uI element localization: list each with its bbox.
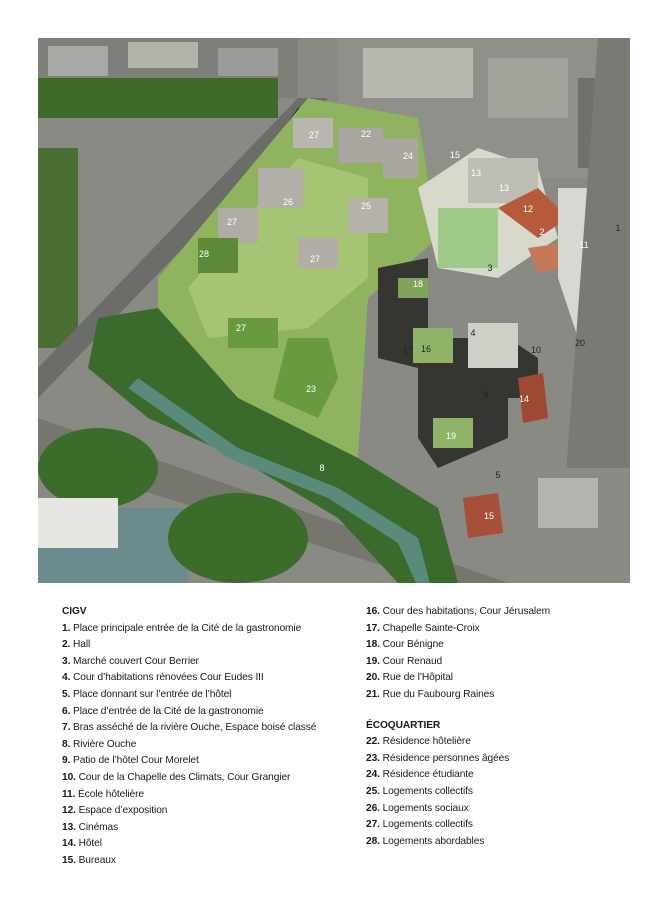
map-label-8: 8 xyxy=(319,463,325,473)
legend-item xyxy=(62,737,362,754)
legend-item xyxy=(62,654,362,671)
legend-item-text: Place donnant sur l’entrée de l’hôtel xyxy=(73,688,232,700)
legend-item-text: Marché couvert Cour Berrier xyxy=(73,655,199,667)
legend-item-text: Cour d’habitations rénovées Cour Eudes III xyxy=(73,672,264,684)
legend-item-number: 6. xyxy=(62,705,71,717)
legend-column-cigv xyxy=(62,604,362,870)
legend-item-text: Chapelle Sainte-Croix xyxy=(382,622,480,634)
legend-item xyxy=(62,687,362,704)
legend-item-number: 16. xyxy=(366,606,380,617)
map-label-18: 18 xyxy=(412,279,424,289)
legend-item xyxy=(62,704,362,721)
legend-item-number: 17. xyxy=(366,622,380,634)
aerial-site-plan xyxy=(38,38,630,583)
legend-item xyxy=(62,803,362,820)
legend-item-number: 26. xyxy=(366,802,380,814)
aerial-map-graphic xyxy=(38,38,630,583)
legend-item-text: Rue de l’Hôpital xyxy=(382,672,453,684)
legend-item-text: École hôtelière xyxy=(78,788,144,800)
legend-item xyxy=(62,820,362,837)
legend-item-text: Résidence personnes âgées xyxy=(382,752,510,764)
legend-item-text: Hôtel xyxy=(78,838,102,850)
legend-item-number: 10. xyxy=(62,771,76,783)
legend-item-number: 21. xyxy=(366,688,380,700)
legend-item xyxy=(366,654,626,671)
legend-item-number: 23. xyxy=(366,752,380,764)
map-label-19: 19 xyxy=(445,431,457,441)
legend-item-text: Place principale entrée de la Cité de la gastronomie xyxy=(73,622,302,634)
legend-item-number: 1. xyxy=(62,622,71,634)
legend-item xyxy=(62,753,362,770)
legend-item-number: 9. xyxy=(62,755,71,767)
legend-list-cigv-continued xyxy=(366,604,626,704)
map-label-22: 22 xyxy=(360,129,372,139)
legend-item-text: Résidence hôtelière xyxy=(382,736,471,748)
legend-item xyxy=(62,770,362,787)
legend-item-number: 4. xyxy=(62,672,71,684)
legend-item-text: Patio de l’hôtel Cour Morelet xyxy=(73,755,199,767)
legend-item-number: 12. xyxy=(62,805,76,817)
legend-item xyxy=(366,784,626,801)
legend-item xyxy=(62,853,362,870)
legend-item-text: Bureaux xyxy=(78,854,116,866)
legend-item-text: Bras asséché de la rivière Ouche, Espace boisé classé xyxy=(73,722,317,734)
legend-item xyxy=(366,801,626,818)
map-label-2: 2 xyxy=(539,227,545,237)
map-label-10: 10 xyxy=(530,345,542,355)
map-label-12: 12 xyxy=(522,204,534,214)
legend-item-number: 20. xyxy=(366,672,380,684)
legend-list-cigv xyxy=(62,621,362,870)
map-label-5: 5 xyxy=(495,470,501,480)
legend-item-text: Logements sociaux xyxy=(382,802,469,814)
legend-item xyxy=(62,787,362,804)
map-label-14: 14 xyxy=(518,394,530,404)
legend-item-number: 24. xyxy=(366,769,380,781)
legend-item-number: 27. xyxy=(366,819,380,831)
legend-item-text: Logements collectifs xyxy=(382,785,473,797)
legend-item xyxy=(366,670,626,687)
legend-item xyxy=(366,637,626,654)
legend-item-text: Rivière Ouche xyxy=(73,738,137,750)
legend-heading-cigv: CIGV xyxy=(62,606,87,617)
legend-item-number: 28. xyxy=(366,835,380,847)
legend-item xyxy=(366,767,626,784)
map-label-11: 11 xyxy=(579,240,589,250)
legend-item-number: 2. xyxy=(62,639,71,651)
map-label-3: 3 xyxy=(487,263,493,273)
legend-item xyxy=(62,670,362,687)
legend-item-number: 11. xyxy=(62,788,76,800)
legend-heading-ecoquartier: ÉCOQUARTIER xyxy=(366,719,441,731)
legend-item-number: 14. xyxy=(62,838,76,850)
map-label-20: 20 xyxy=(574,338,586,348)
map-label-27d: 27 xyxy=(308,130,320,140)
legend-item-text: Cinémas xyxy=(78,821,119,833)
legend-item-number: 18. xyxy=(366,639,380,651)
legend-item xyxy=(62,637,362,654)
legend-item-text: Logements abordables xyxy=(382,835,485,847)
map-label-27b: 27 xyxy=(309,254,321,264)
legend-item-number: 5. xyxy=(62,688,71,700)
legend-item xyxy=(366,751,626,768)
map-label-27c: 27 xyxy=(235,323,247,333)
legend-item-number: 7. xyxy=(62,722,71,734)
legend-item xyxy=(62,621,362,638)
legend-item xyxy=(366,834,626,851)
legend-item-text: Cour Renaud xyxy=(382,655,443,667)
legend-item-number: 8. xyxy=(62,738,71,750)
map-label-13b: 13 xyxy=(498,183,510,193)
legend-item-number: 25. xyxy=(366,785,380,797)
legend-item-text: Hall xyxy=(73,639,91,651)
legend-item-text: Logements collectifs xyxy=(382,819,473,831)
map-label-26: 26 xyxy=(282,197,294,207)
legend-item xyxy=(366,734,626,751)
legend-item xyxy=(366,817,626,834)
legend-item xyxy=(366,604,626,621)
legend-item-text: Cour Bénigne xyxy=(382,639,444,651)
legend-item-number: 15. xyxy=(62,854,76,866)
map-label-25: 25 xyxy=(360,201,372,211)
map-label-1: 1 xyxy=(615,223,621,233)
legend-item xyxy=(62,720,362,737)
legend-item xyxy=(366,621,626,638)
map-label-13a: 13 xyxy=(470,168,482,178)
legend-item-number: 19. xyxy=(366,655,380,667)
legend-item-number: 13. xyxy=(62,821,76,833)
legend-item-text: Espace d’exposition xyxy=(78,805,168,817)
map-label-15a: 15 xyxy=(449,150,461,160)
map-label-15b: 15 xyxy=(483,511,495,521)
map-label-9: 9 xyxy=(483,390,489,400)
legend-item-text: Cour de la Chapelle des Climats, Cour Grangier xyxy=(78,771,291,783)
legend-item-text: Résidence étudiante xyxy=(382,769,474,781)
legend-item-text: Place d’entrée de la Cité de la gastronomie xyxy=(73,705,264,717)
legend-item-text: Rue du Faubourg Raines xyxy=(382,688,495,700)
legend-item xyxy=(62,836,362,853)
legend-spacer xyxy=(366,704,626,718)
map-label-23: 23 xyxy=(305,384,317,394)
legend-item-number: 22. xyxy=(366,736,380,748)
map-label-24: 24 xyxy=(402,151,414,161)
legend-item-number: 3. xyxy=(62,655,71,667)
legend-column-eco xyxy=(366,604,626,850)
legend-item-text: Cour des habitations, Cour Jérusalem xyxy=(382,606,551,617)
map-label-27a: 27 xyxy=(226,217,238,227)
legend-list-ecoquartier xyxy=(366,734,626,850)
map-label-4: 4 xyxy=(470,328,476,338)
map-label-28: 28 xyxy=(198,249,210,259)
legend-item xyxy=(366,687,626,704)
map-label-16: 16 xyxy=(420,344,432,354)
map-label-17: 17 xyxy=(402,346,414,356)
